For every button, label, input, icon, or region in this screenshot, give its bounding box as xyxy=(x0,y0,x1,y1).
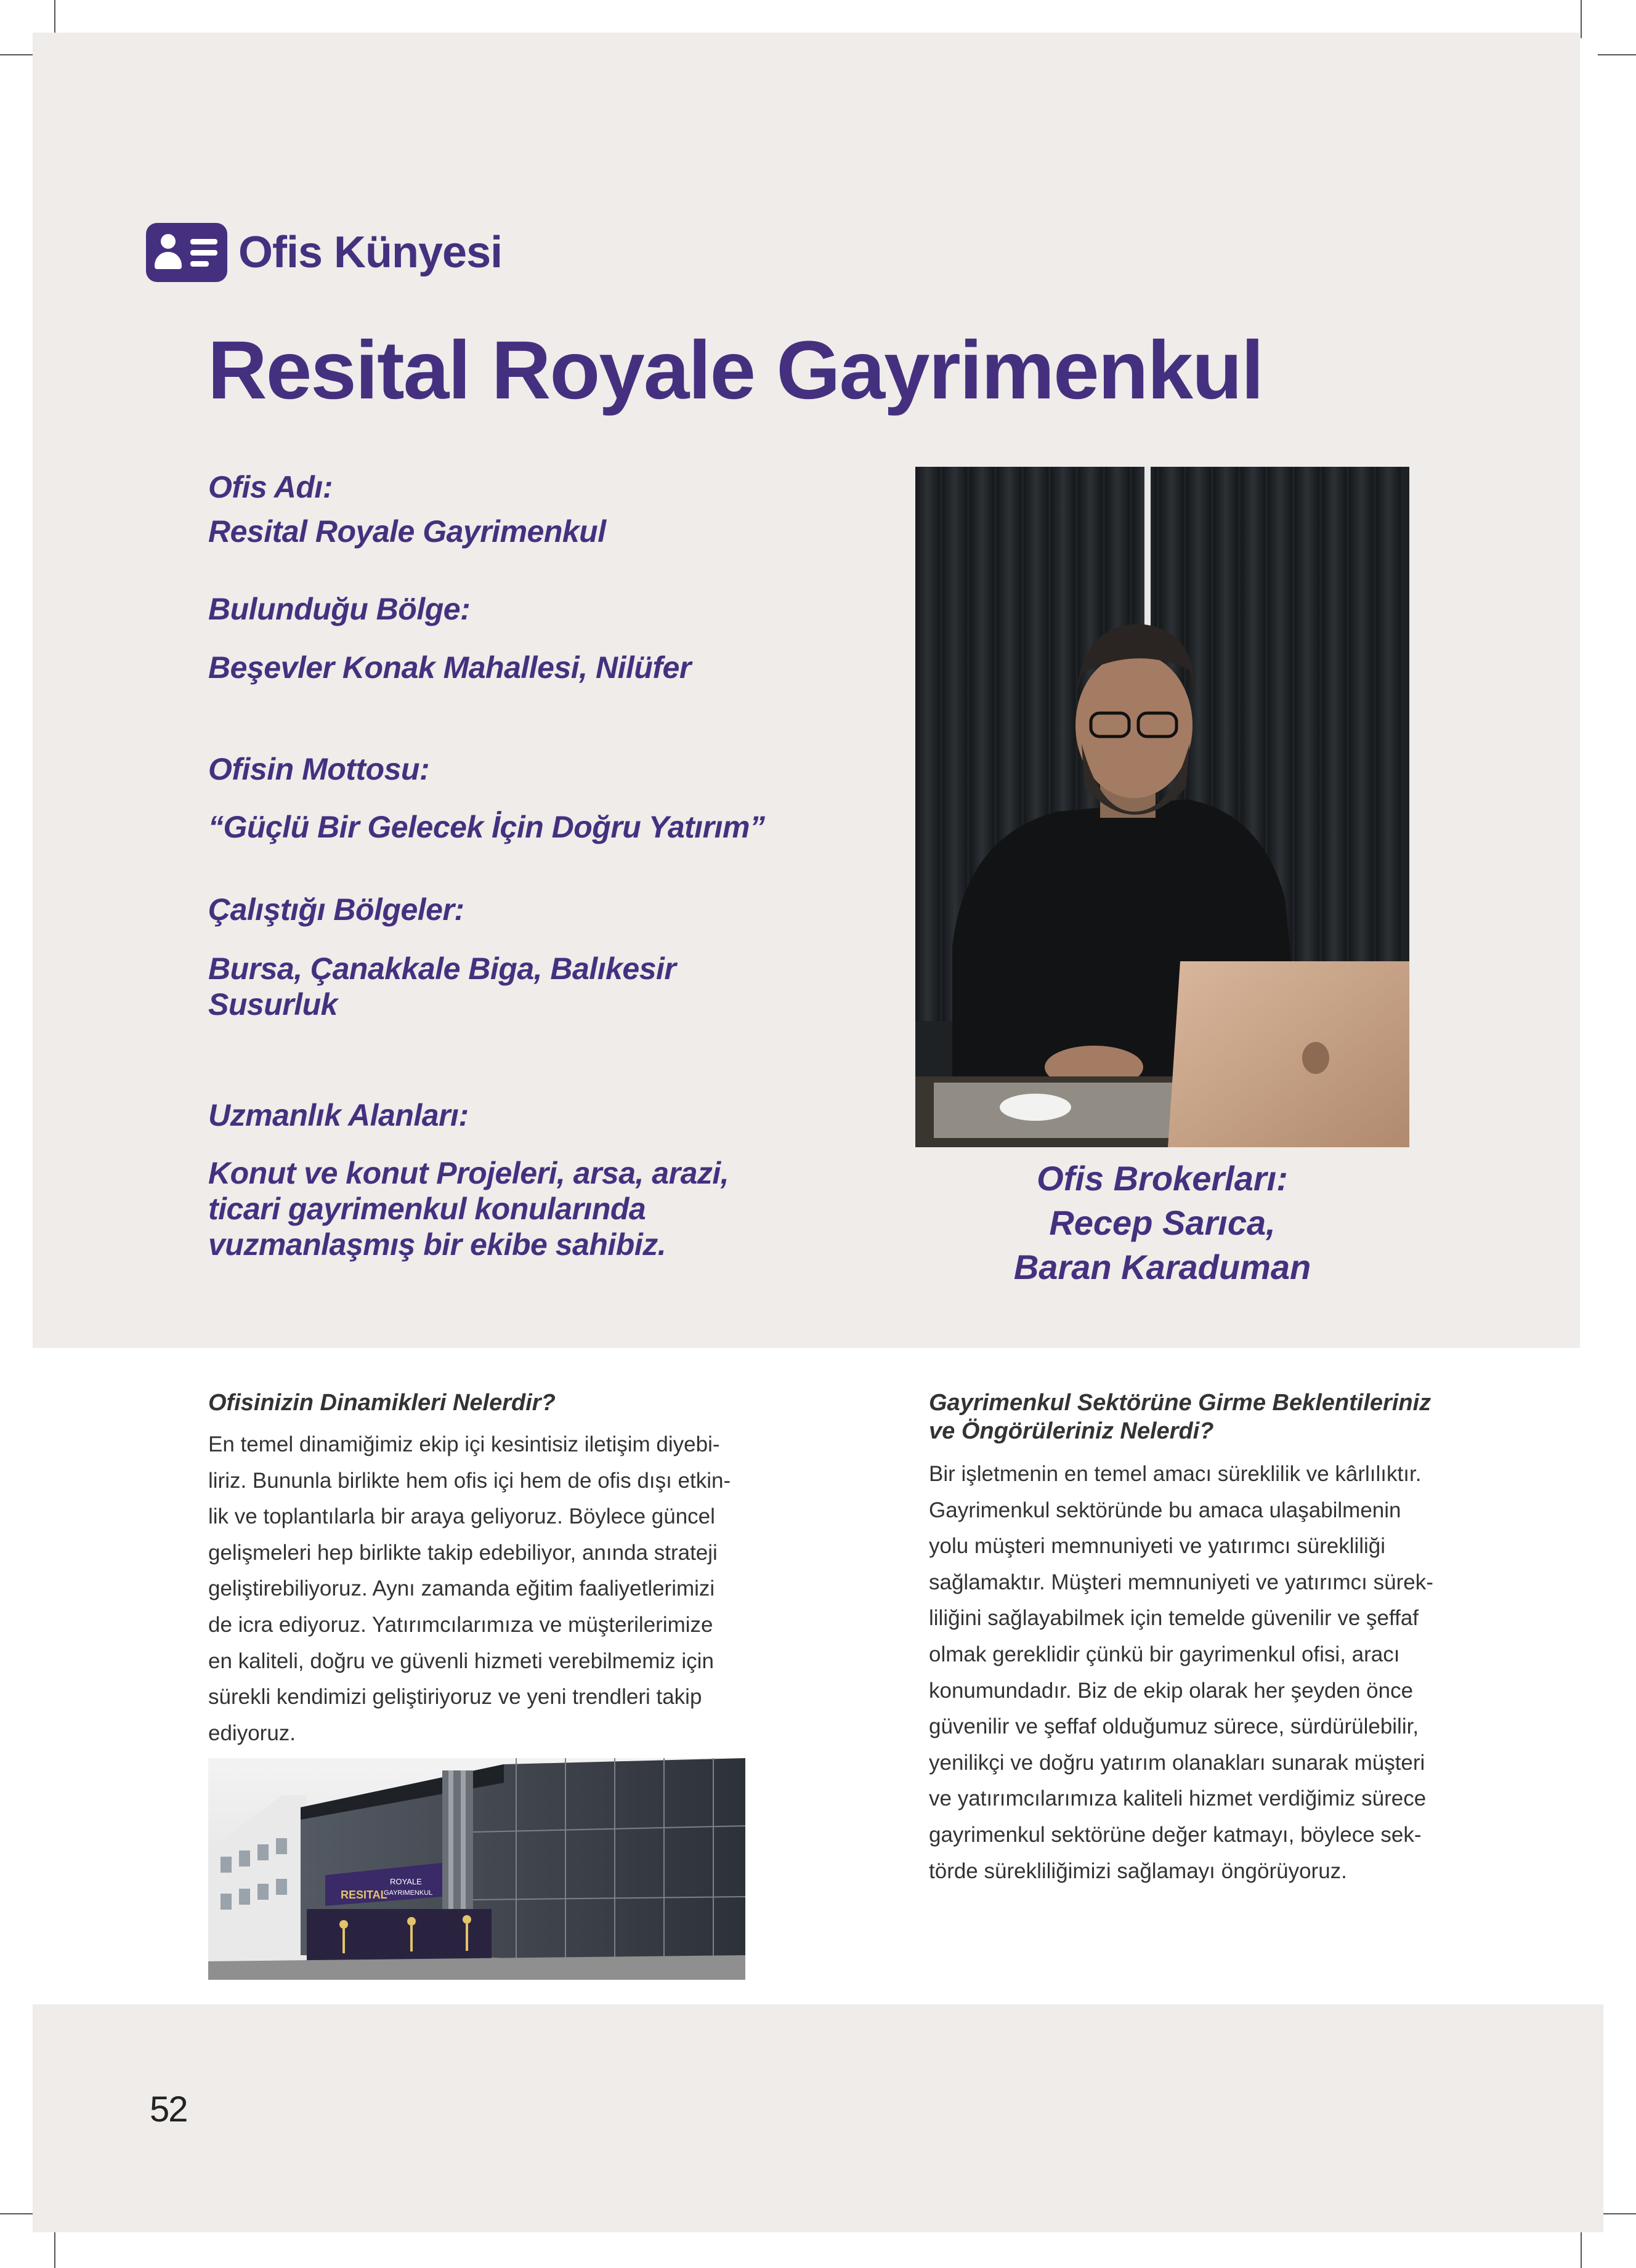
sign-brand: RESITAL xyxy=(341,1889,387,1901)
sign-brand: GAYRIMENKUL xyxy=(384,1889,433,1897)
brokers-caption xyxy=(915,1156,1409,1289)
crop-mark xyxy=(54,2230,55,2268)
office-name-label: Ofis Adı: xyxy=(208,470,333,504)
sign-brand: ROYALE xyxy=(390,1877,422,1886)
footer-panel xyxy=(33,2004,1603,2232)
office-motto-label: Ofisin Mottosu: xyxy=(208,752,430,786)
crop-mark xyxy=(1598,2213,1636,2214)
page-number: 52 xyxy=(150,2089,187,2129)
crop-mark xyxy=(1598,54,1636,55)
crop-mark xyxy=(1581,0,1582,38)
id-card-icon xyxy=(146,223,227,282)
section-tag xyxy=(146,223,502,282)
office-building-photo xyxy=(208,1758,745,1980)
office-motto-value: “Güçlü Bir Gelecek İçin Doğru Yatırım” xyxy=(208,810,765,844)
broker-name: Recep Sarıca, xyxy=(1049,1203,1276,1242)
section-label: Ofis Künyesi xyxy=(238,228,503,277)
work-areas-label: Çalıştığı Bölgeler: xyxy=(208,892,464,927)
expertise-label: Uzmanlık Alanları: xyxy=(208,1098,469,1132)
office-region-label: Bulunduğu Bölge: xyxy=(208,592,471,626)
broker-name: Baran Karaduman xyxy=(1013,1248,1311,1286)
work-areas-value: Bursa, Çanakkale Biga, Balıkesir Susurluk xyxy=(208,951,676,1022)
broker-photo xyxy=(915,467,1409,1147)
left-article-heading: Ofisinizin Dinamikleri Nelerdir? xyxy=(208,1390,556,1416)
office-name-value: Resital Royale Gayrimenkul xyxy=(208,514,606,549)
left-article-body: En temel dinamiğimiz ekip içi kesintisiz iletişim diyebi- liriz. Bununla birlikte hem ofis içi hem de ofis dışı etkin- lik ve toplantılarla bir araya geliyoruz. Böylece güncel gelişmeleri hep birlikte takip edebiliyor, anında strateji geliştirebiliyoruz. Aynı zamanda eğitim faaliyetlerimizi de icra ediyoruz. Yatırımcılarımıza ve müşterilerimize en kaliteli, doğru ve güvenli hizmeti verebilmemiz için sürekli kendimizi geliştiriyoruz ve yeni trendleri takip ediyoruz. xyxy=(208,1432,731,1745)
right-article-heading: Gayrimenkul Sektörüne Girme Beklentileriniz ve Öngörüleriniz Nelerdi? xyxy=(929,1390,1432,1444)
page-title: Resital Royale Gayrimenkul xyxy=(208,325,1263,416)
office-region-value: Beşevler Konak Mahallesi, Nilüfer xyxy=(208,650,691,685)
crop-mark xyxy=(1581,2230,1582,2268)
expertise-value: Konut ve konut Projeleri, arsa, arazi, ticari gayrimenkul konularında vuzmanlaşmış bir ekibe sahibiz. xyxy=(208,1156,729,1262)
right-article-body: Bir işletmenin en temel amacı süreklilik ve kârlılıktır. Gayrimenkul sektöründe bu amaca ulaşabilmenin yolu müşteri memnuniyeti ve yatırımcı sürekliliği sağlamaktır. Müşteri memnuniyeti ve yatırımcı sürek- liliğini sağlayabilmek için temelde güvenilir ve şeffaf olmak gereklidir çünkü bir gayrimenkul ofisi, aracı konumundadır. Biz de ekip olarak her şeyden önce güvenilir ve şeffaf olduğumuz sürece, sürdürülebilir, yenilikçi ve doğru yatırım olanakları sunarak müşteri ve yatırımcılarımıza kaliteli hizmet verdiğimiz sürece gayrimenkul sektörüne değer katmayı, böylece sek- törde sürekliliğimizi sağlamayı öngörüyoruz. xyxy=(929,1462,1433,1883)
brokers-label: Ofis Brokerları: xyxy=(1037,1159,1288,1198)
